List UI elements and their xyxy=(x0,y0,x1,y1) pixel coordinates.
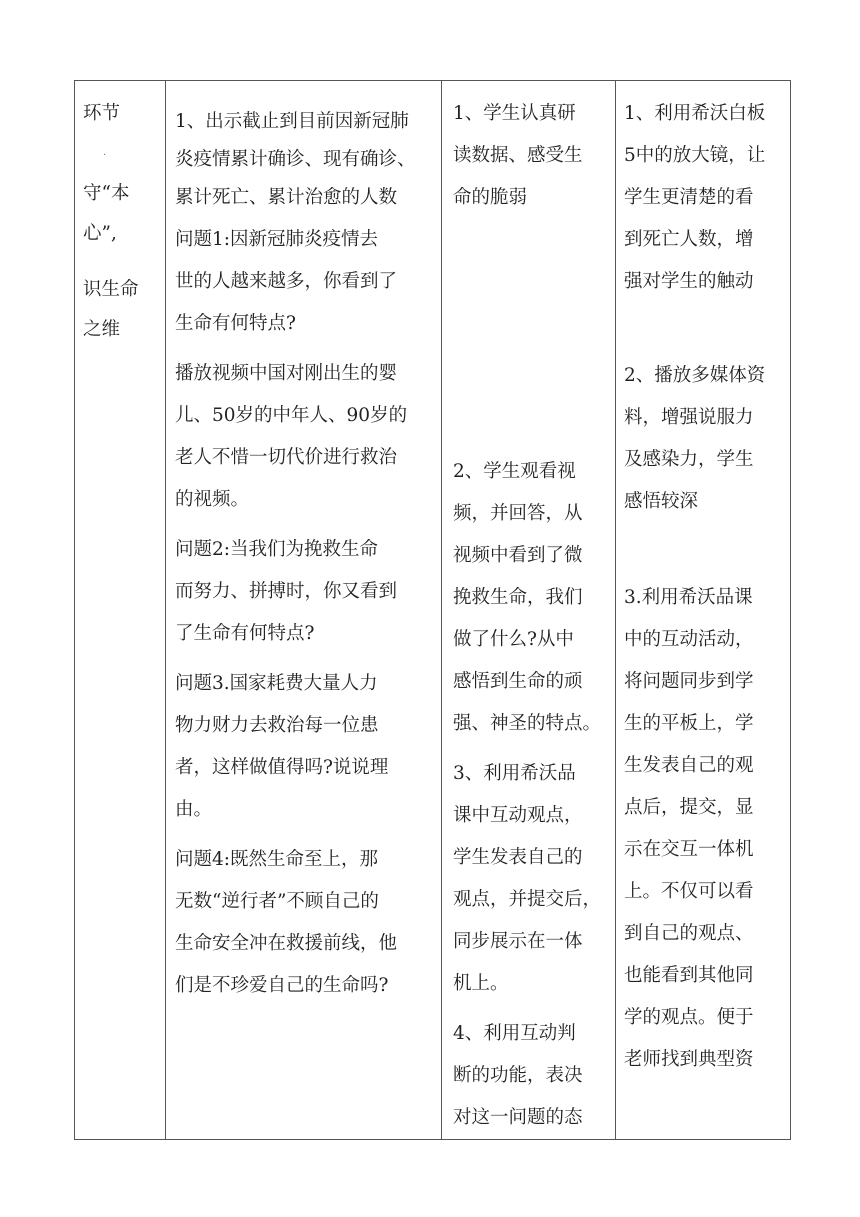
text-line: 2、播放多媒体资 xyxy=(624,365,766,386)
text-line: 问题3.国家耗费大量人力 xyxy=(175,673,378,694)
text-line: 强对学生的触动 xyxy=(624,271,754,292)
text-line: 做了什么?从中 xyxy=(453,629,574,650)
text-line: 老人不惜一切代价进行救治 xyxy=(175,447,398,468)
stage-mark: · xyxy=(103,150,107,161)
text-line: 3、利用希沃品 xyxy=(453,763,576,784)
text-line: 世的人越来越多，你看到了 xyxy=(175,271,398,292)
stage-title-line: 之维 xyxy=(83,319,121,340)
stage-title-line: 守“本 xyxy=(83,183,130,204)
text-line: 感悟到生命的顽 xyxy=(453,671,583,692)
text-line: 生发表自己的观 xyxy=(624,755,754,776)
text-line: 老师找到典型资 xyxy=(624,1049,754,1070)
text-line: 同步展示在一体 xyxy=(453,931,583,952)
text-line: 3.利用希沃品课 xyxy=(624,587,753,608)
text-line: 1、出示截止到目前因新冠肺 xyxy=(175,111,409,132)
text-line: 点后，提交，显 xyxy=(624,797,754,818)
text-line: 强、神圣的特点。 xyxy=(453,713,602,734)
text-line: 将问题同步到学 xyxy=(624,671,754,692)
text-line: 播放视频中国对刚出生的婴 xyxy=(175,363,398,384)
text-line: 而努力、拼搏时，你又看到 xyxy=(175,581,398,602)
text-line: 视频中看到了微 xyxy=(453,545,583,566)
text-line: 观点，并提交后， xyxy=(453,889,602,910)
text-line: 4、利用互动判 xyxy=(453,1023,576,1044)
text-line: 了生命有何特点? xyxy=(175,623,315,644)
text-line: 学生更清楚的看 xyxy=(624,187,754,208)
text-line: 课中互动观点， xyxy=(453,805,583,826)
text-line: 中的互动活动， xyxy=(624,629,754,650)
text-line: 物力财力去救治每一位患 xyxy=(175,715,379,736)
text-line: 示在交互一体机 xyxy=(624,839,754,860)
text-line: 1、利用希沃白板 xyxy=(624,103,766,124)
text-line: 无数“逆行者”不顾自己的 xyxy=(175,891,379,912)
text-line: 们是不珍爱自己的生命吗? xyxy=(175,975,389,996)
text-line: 学生发表自己的 xyxy=(453,847,583,868)
text-line: 挽救生命，我们 xyxy=(453,587,583,608)
text-line: 由。 xyxy=(175,799,213,820)
text-line: 断的功能，表决 xyxy=(453,1065,583,1086)
text-line: 机上。 xyxy=(453,973,509,994)
stage-title-line: 识生命 xyxy=(83,279,139,300)
technology-column xyxy=(624,95,790,1079)
stage-title-line: 心”, xyxy=(83,223,117,244)
text-line: 2、学生观看视 xyxy=(453,461,576,482)
text-line: 生命有何特点? xyxy=(175,313,296,334)
text-line: 生命安全冲在救援前线，他 xyxy=(175,933,398,954)
text-line: 频，并回答，从 xyxy=(453,503,583,524)
stage-column xyxy=(83,95,163,349)
text-line: 对这一问题的态 xyxy=(453,1107,583,1128)
text-line: 生的平板上，学 xyxy=(624,713,754,734)
stage-label: 环节 xyxy=(83,103,121,124)
text-line: 及感染力，学生 xyxy=(624,449,754,470)
text-line: 的视频。 xyxy=(175,489,250,510)
student-activity-column xyxy=(453,95,618,1137)
text-line: 读数据、感受生 xyxy=(453,145,583,166)
text-line: 儿、50岁的中年人、90岁的 xyxy=(175,405,408,426)
text-line: 料，增强说服力 xyxy=(624,407,754,428)
text-line: 问题2:当我们为挽救生命 xyxy=(175,539,379,560)
text-line: 上。不仅可以看 xyxy=(624,881,754,902)
text-line: 学的观点。便于 xyxy=(624,1007,754,1028)
text-line: 者，这样做值得吗?说说理 xyxy=(175,757,389,778)
text-line: 问题1:因新冠肺炎疫情去 xyxy=(175,229,379,250)
text-line: 也能看到其他同 xyxy=(624,965,754,986)
text-line: 1、学生认真研 xyxy=(453,103,576,124)
text-line: 到死亡人数，增 xyxy=(624,229,754,250)
text-line: 问题4:既然生命至上，那 xyxy=(175,849,379,870)
text-line: 5中的放大镜，让 xyxy=(624,145,766,166)
teacher-activity-column xyxy=(175,103,437,1005)
text-line: 炎疫情累计确诊、现有确诊、 xyxy=(175,149,416,170)
lesson-table xyxy=(74,80,791,1140)
text-line: 到自己的观点、 xyxy=(624,923,754,944)
text-line: 感悟较深 xyxy=(624,491,699,512)
text-line: 累计死亡、累计治愈的人数 xyxy=(175,187,398,208)
text-line: 命的脆弱 xyxy=(453,187,528,208)
column-divider xyxy=(165,81,166,1139)
column-divider xyxy=(441,81,442,1139)
